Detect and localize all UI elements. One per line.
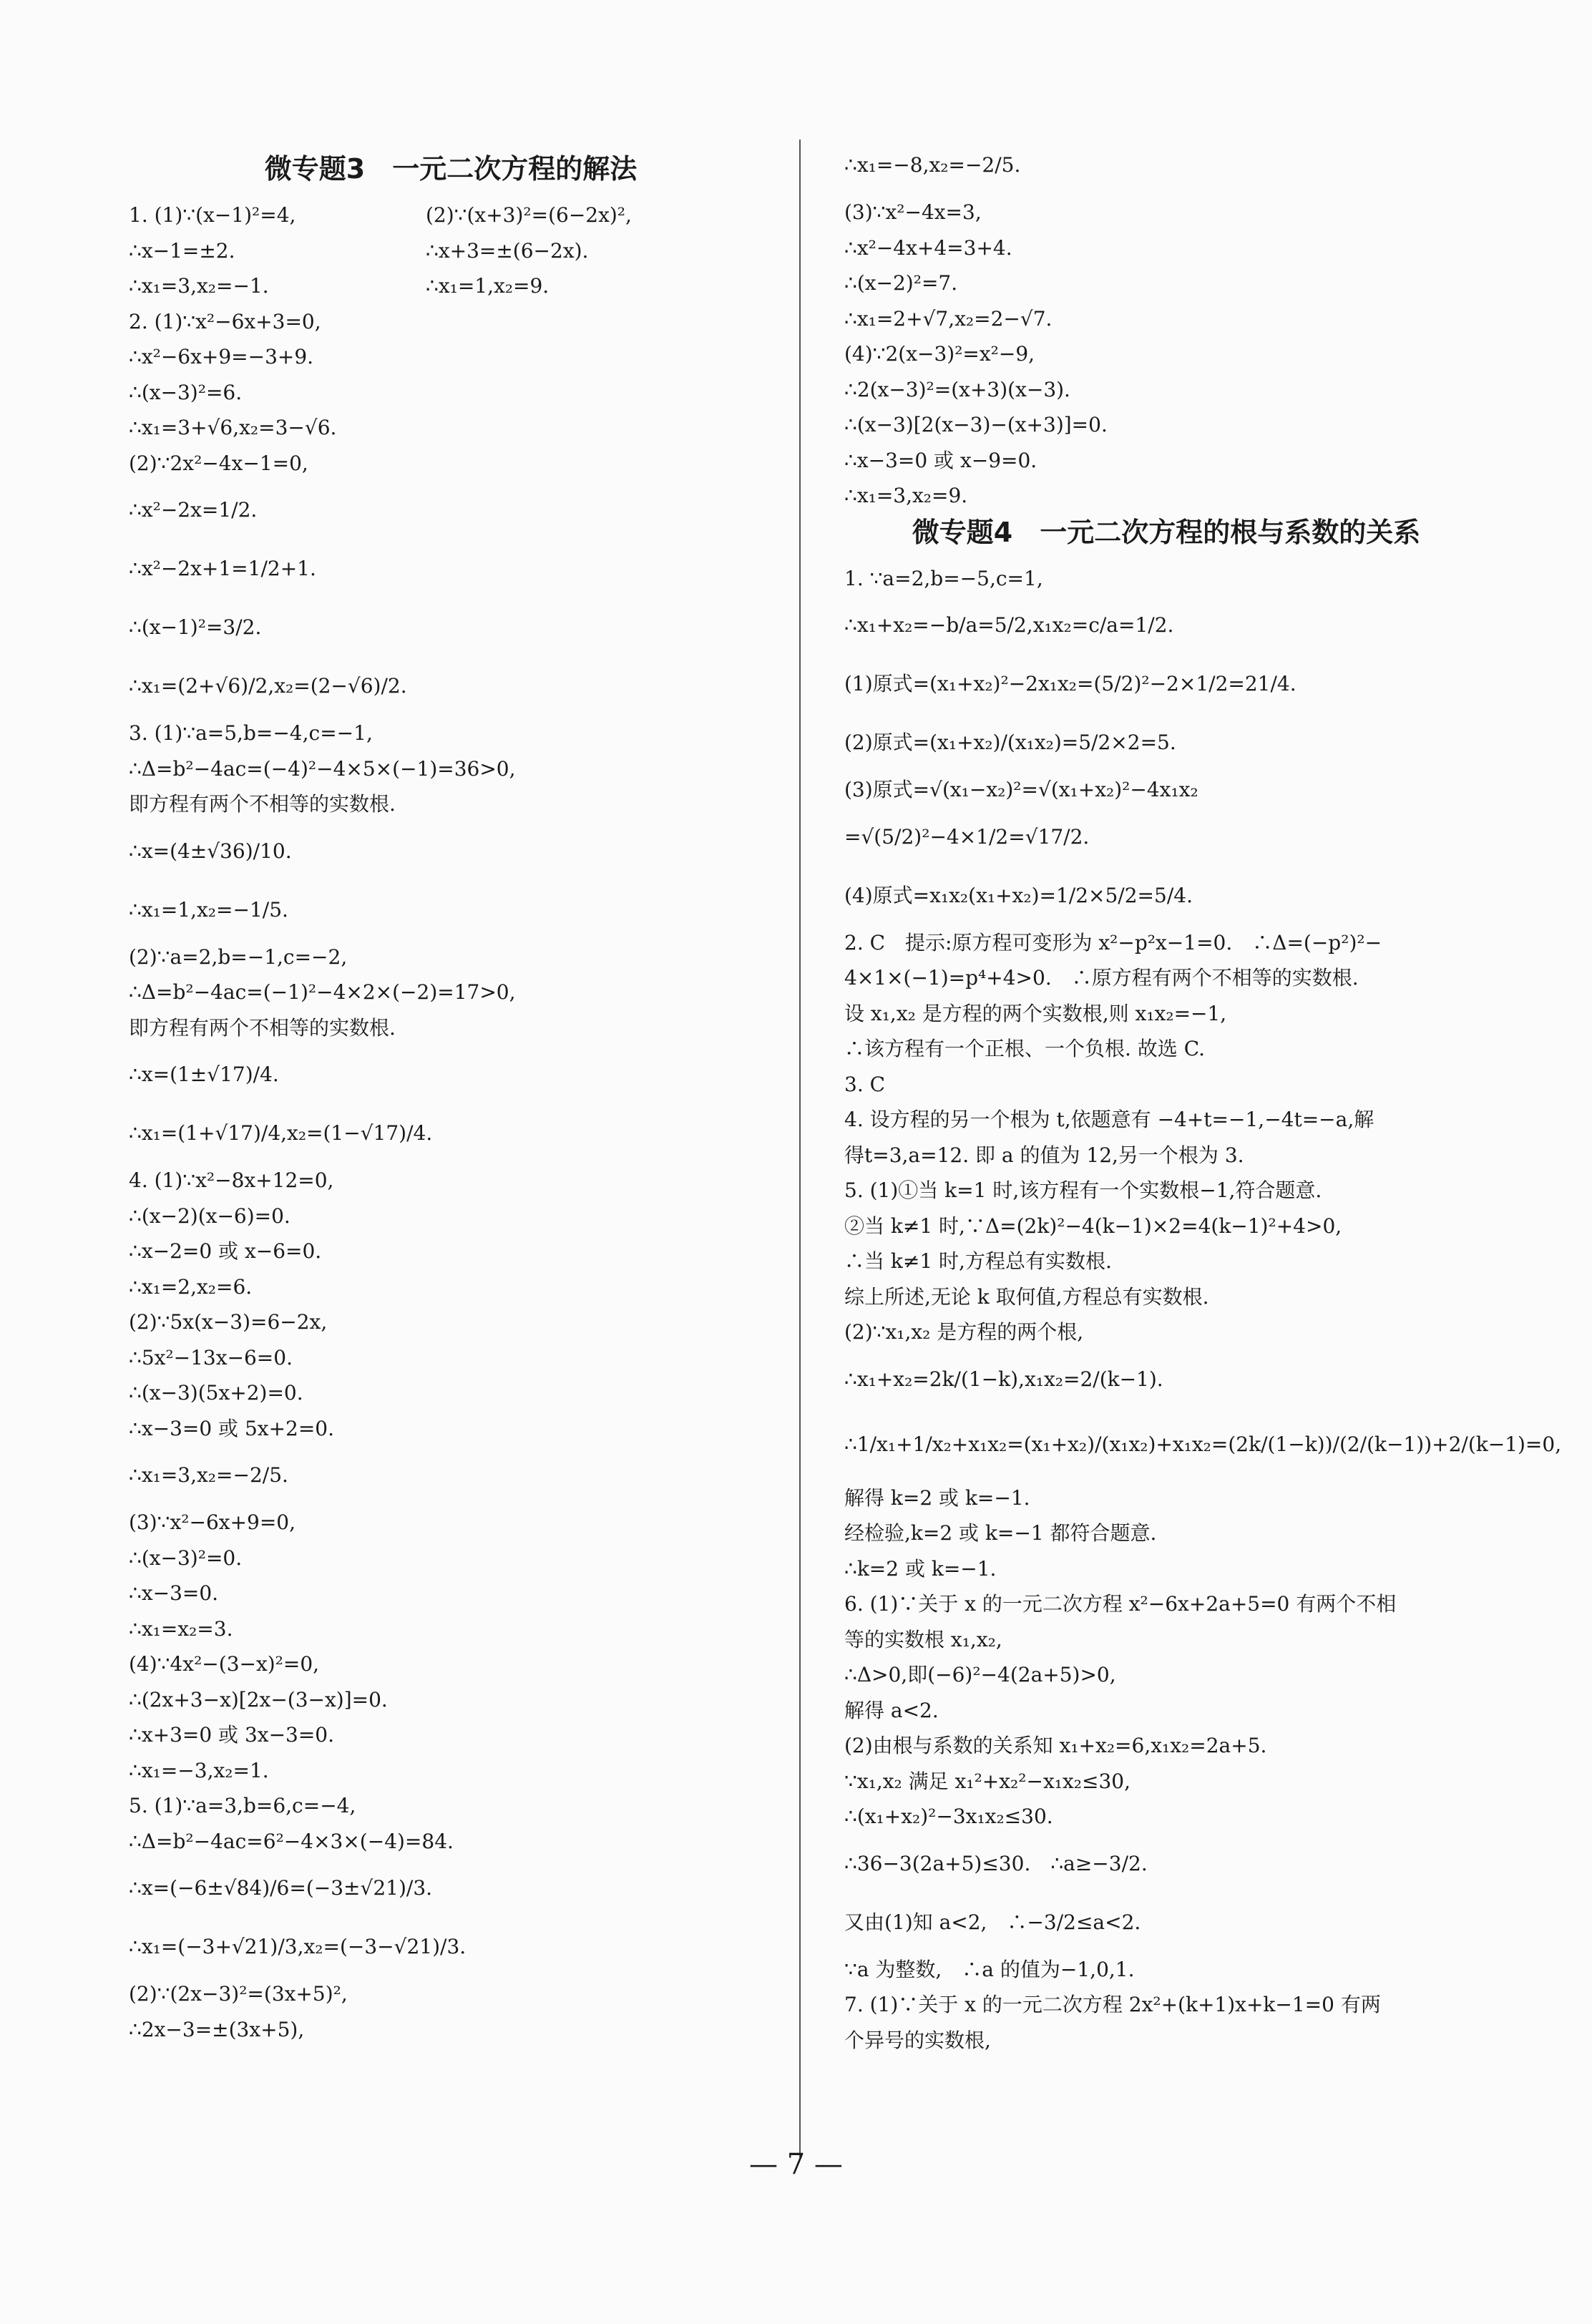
answer-line: ∴(2x+3−x)[2x−(3−x)]=0. bbox=[129, 1687, 388, 1712]
answer-line: ∴x₁=(2+√6)/2,x₂=(2−√6)/2. bbox=[129, 674, 407, 698]
answer-line: ∴x+3=0 或 3x−3=0. bbox=[129, 1723, 335, 1747]
answer-line: 综上所述,无论 k 取何值,方程总有实数根. bbox=[844, 1284, 1209, 1309]
answer-line: ∴2(x−3)²=(x+3)(x−3). bbox=[844, 377, 1070, 401]
answer-line: ∴k=2 或 k=−1. bbox=[844, 1556, 997, 1581]
answer-line: 经检验,k=2 或 k=−1 都符合题意. bbox=[844, 1521, 1157, 1545]
answer-line: 6. (1)∵关于 x 的一元二次方程 x²−6x+2a+5=0 有两个不相 bbox=[844, 1592, 1397, 1616]
answer-line: ∴(x−3)(5x+2)=0. bbox=[129, 1381, 303, 1405]
answer-line: ∴x=(1±√17)/4. bbox=[129, 1063, 279, 1086]
answer-line: 解得 k=2 或 k=−1. bbox=[844, 1485, 1030, 1510]
answer-line: (3)原式=√(x₁−x₂)²=√(x₁+x₂)²−4x₁x₂ bbox=[844, 778, 1198, 801]
answer-line: (1)原式=(x₁+x₂)²−2x₁x₂=(5/2)²−2×1/2=21/4. bbox=[844, 672, 1296, 695]
answer-line: ∴x₁=3,x₂=−1. ∴x₁=1,x₂=9. bbox=[129, 274, 550, 298]
answer-line: (4)∵4x²−(3−x)²=0, bbox=[129, 1652, 320, 1676]
answer-line: ∴(x−2)(x−6)=0. bbox=[129, 1204, 290, 1228]
answer-line: 即方程有两个不相等的实数根. bbox=[129, 1015, 396, 1040]
answer-line: ∴Δ=b²−4ac=6²−4×3×(−4)=84. bbox=[129, 1829, 454, 1853]
answer-line: ∵a 为整数, ∴a 的值为−1,0,1. bbox=[844, 1957, 1135, 1981]
answer-line: 个异号的实数根, bbox=[844, 2028, 991, 2052]
answer-line: ∴Δ=b²−4ac=(−1)²−4×2×(−2)=17>0, bbox=[129, 980, 516, 1004]
answer-line: 又由(1)知 a<2, ∴−3/2≤a<2. bbox=[844, 1910, 1141, 1934]
answer-line: ∴x²−2x=1/2. bbox=[129, 498, 258, 522]
answer-line: ∴x₁=−8,x₂=−2/5. bbox=[844, 153, 1021, 177]
answer-line: ∴2x−3=±(3x+5), bbox=[129, 2017, 305, 2041]
answer-line: 等的实数根 x₁,x₂, bbox=[844, 1627, 1002, 1651]
answer-line: ∴x−2=0 或 x−6=0. bbox=[129, 1239, 322, 1263]
section-title-4: 微专题4 一元二次方程的根与系数的关系 bbox=[912, 516, 1421, 548]
answer-line: ∴该方程有一个正根、一个负根. 故选 C. bbox=[844, 1037, 1206, 1060]
answer-line: 3. (1)∵a=5,b=−4,c=−1, bbox=[129, 721, 373, 745]
answer-line: 2. (1)∵x²−6x+3=0, bbox=[129, 309, 321, 333]
answer-line: ∴36−3(2a+5)≤30. ∴a≥−3/2. bbox=[844, 1851, 1148, 1875]
answer-line: ∴x−1=±2. ∴x+3=±(6−2x). bbox=[129, 238, 589, 263]
answer-line: ∴(x−3)[2(x−3)−(x+3)]=0. bbox=[844, 413, 1108, 436]
answer-line: =√(5/2)²−4×1/2=√17/2. bbox=[844, 824, 1090, 849]
answer-line: ∴x−3=0 或 5x+2=0. bbox=[129, 1416, 335, 1440]
answer-line: ∴x−3=0. bbox=[129, 1581, 219, 1605]
answer-line: (2)∵(2x−3)²=(3x+5)², bbox=[129, 1982, 348, 2006]
answer-line: ∴x=(−6±√84)/6=(−3±√21)/3. bbox=[129, 1876, 433, 1900]
answer-line: ∵x₁,x₂ 满足 x₁²+x₂²−x₁x₂≤30, bbox=[844, 1769, 1130, 1793]
answer-line: ∴Δ>0,即(−6)²−4(2a+5)>0, bbox=[844, 1663, 1116, 1686]
answer-line: 4. (1)∵x²−8x+12=0, bbox=[129, 1168, 334, 1192]
left-column bbox=[129, 150, 773, 2047]
answer-line: ∴Δ=b²−4ac=(−4)²−4×5×(−1)=36>0, bbox=[129, 756, 516, 781]
answer-line: (2)∵x₁,x₂ 是方程的两个根, bbox=[844, 1320, 1084, 1344]
section-title-3: 微专题3 一元二次方程的解法 bbox=[264, 153, 638, 185]
answer-line: ②当 k≠1 时,∵Δ=(2k)²−4(k−1)×2=4(k−1)²+4>0, bbox=[844, 1214, 1342, 1238]
answer-line: ∴5x²−13x−6=0. bbox=[129, 1345, 293, 1370]
answer-line: 得t=3,a=12. 即 a 的值为 12,另一个根为 3. bbox=[844, 1143, 1244, 1167]
answer-line: ∴x₁+x₂=−b/a=5/2,x₁x₂=c/a=1/2. bbox=[844, 613, 1174, 637]
answer-line: ∴x₁=1,x₂=−1/5. bbox=[129, 897, 288, 922]
answer-line: 1. ∵a=2,b=−5,c=1, bbox=[844, 566, 1043, 590]
answer-line: ∴x₁=x₂=3. bbox=[129, 1616, 233, 1641]
answer-line: ∴x=(4±√36)/10. bbox=[129, 839, 292, 863]
answer-line: ∴x₁=−3,x₂=1. bbox=[129, 1758, 269, 1782]
answer-line: (2)∵2x²−4x−1=0, bbox=[129, 451, 308, 475]
answer-line: ∴x₁=3,x₂=9. bbox=[844, 484, 968, 507]
answer-line: 3. C bbox=[844, 1072, 886, 1096]
answer-line: ∴(x−3)²=0. bbox=[129, 1546, 243, 1570]
answer-line: (3)∵x²−6x+9=0, bbox=[129, 1510, 296, 1534]
answer-line: ∴(x−1)²=3/2. bbox=[129, 615, 262, 639]
answer-line: 2. C 提示:原方程可变形为 x²−p²x−1=0. ∴Δ=(−p²)²− bbox=[844, 930, 1382, 954]
answer-line: ∴x₁+x₂=2k/(1−k),x₁x₂=2/(k−1). bbox=[844, 1367, 1163, 1391]
right-column bbox=[844, 136, 1562, 2058]
answer-line: ∴x₁=3,x₂=−2/5. bbox=[129, 1463, 288, 1487]
answer-line: ∴当 k≠1 时,方程总有实数根. bbox=[844, 1249, 1112, 1273]
answer-line: ∴x₁=(1+√17)/4,x₂=(1−√17)/4. bbox=[129, 1121, 433, 1145]
answer-line: ∴x²−6x+9=−3+9. bbox=[129, 345, 314, 368]
answer-line: ∴x₁=2+√7,x₂=2−√7. bbox=[844, 306, 1053, 331]
answer-line: (2)由根与系数的关系知 x₁+x₂=6,x₁x₂=2a+5. bbox=[844, 1734, 1267, 1757]
answer-line: ∴x−3=0 或 x−9=0. bbox=[844, 448, 1037, 472]
answer-line: 4. 设方程的另一个根为 t,依题意有 −4+t=−1,−4t=−a,解 bbox=[844, 1108, 1374, 1131]
answer-line: ∴x²−2x+1=1/2+1. bbox=[129, 557, 316, 580]
answer-line: (2)∵5x(x−3)=6−2x, bbox=[129, 1310, 328, 1334]
answer-line: 解得 a<2. bbox=[844, 1698, 939, 1722]
answer-line: (3)∵x²−4x=3, bbox=[844, 200, 982, 224]
answer-line: 即方程有两个不相等的实数根. bbox=[129, 792, 396, 816]
answer-line: ∴x₁=3+√6,x₂=3−√6. bbox=[129, 416, 337, 439]
answer-line: (2)原式=(x₁+x₂)/(x₁x₂)=5/2×2=5. bbox=[844, 731, 1176, 754]
answer-line: (2)∵a=2,b=−1,c=−2, bbox=[129, 944, 348, 969]
answer-line: 5. (1)∵a=3,b=6,c=−4, bbox=[129, 1794, 356, 1817]
answer-line: ∴x₁=2,x₂=6. bbox=[129, 1274, 253, 1299]
answer-line: ∴1/x₁+1/x₂+x₁x₂=(x₁+x₂)/(x₁x₂)+x₁x₂=(2k/(1−k))/(2/(k−1))+2/(k−1)=0, bbox=[844, 1432, 1562, 1456]
column-divider bbox=[799, 140, 801, 2157]
answer-line: 设 x₁,x₂ 是方程的两个实数根,则 x₁x₂=−1, bbox=[844, 1001, 1227, 1025]
answer-line: 4×1×(−1)=p⁴+4>0. ∴原方程有两个不相等的实数根. bbox=[844, 966, 1359, 990]
answer-line: 1. (1)∵(x−1)²=4, (2)∵(x+3)²=(6−2x)², bbox=[129, 203, 632, 227]
page-number: — 7 — bbox=[749, 2148, 843, 2181]
answer-line: ∴x²−4x+4=3+4. bbox=[844, 235, 1012, 260]
answer-line: (4)原式=x₁x₂(x₁+x₂)=1/2×5/2=5/4. bbox=[844, 883, 1193, 907]
answer-line: (4)∵2(x−3)²=x²−9, bbox=[844, 342, 1035, 366]
answer-line: ∴(x−2)²=7. bbox=[844, 271, 958, 295]
answer-line: 7. (1)∵关于 x 的一元二次方程 2x²+(k+1)x+k−1=0 有两 bbox=[844, 1993, 1381, 2016]
answer-line: 5. (1)①当 k=1 时,该方程有一个实数根−1,符合题意. bbox=[844, 1178, 1322, 1202]
answer-line: ∴x₁=(−3+√21)/3,x₂=(−3−√21)/3. bbox=[129, 1935, 467, 1958]
answer-line: ∴(x₁+x₂)²−3x₁x₂≤30. bbox=[844, 1805, 1053, 1828]
answer-line: ∴(x−3)²=6. bbox=[129, 380, 243, 404]
